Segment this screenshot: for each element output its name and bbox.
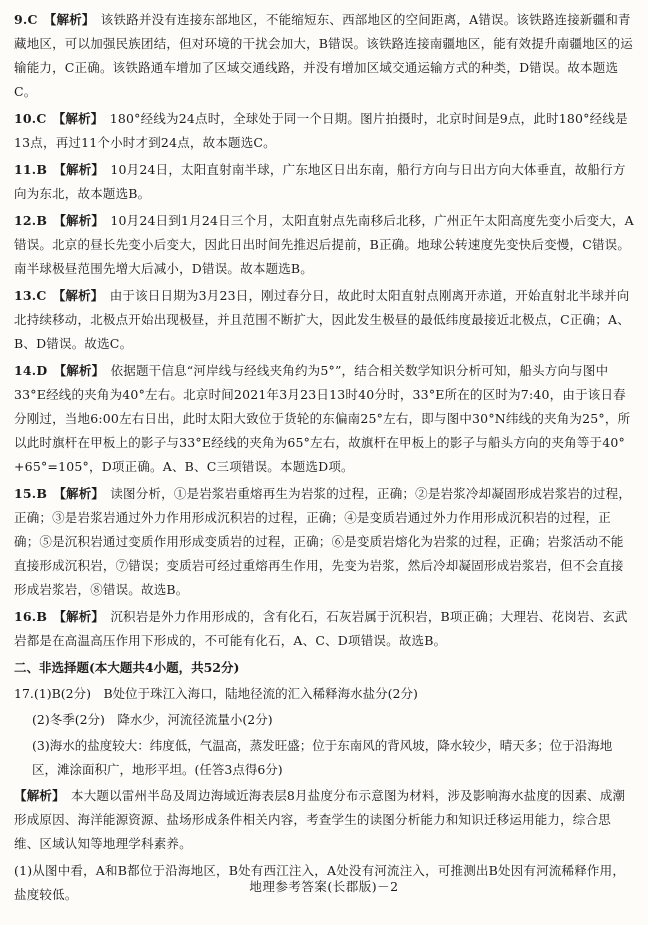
q17-analysis: [14, 784, 634, 856]
answer-item-9: [14, 8, 634, 104]
answer-item-16: [14, 605, 634, 653]
q17-answer-2: (2)冬季(2分) 降水少，河流径流量小(2分): [32, 712, 273, 727]
analysis-tag: 【解析】: [52, 111, 104, 126]
answer-number: 9.C: [14, 12, 38, 27]
analysis-text: 10月24日，太阳直射南半球，广东地区日出东南，船行方向与日出方向大体垂直，故船行方向为东北，故本题选B。: [14, 162, 626, 201]
answer-number: 15.B: [14, 486, 48, 501]
answer-item-14: [14, 359, 634, 479]
analysis-text: 10月24日到1月24日三个月，太阳直射点先南移后北移，广州正午太阳高度先变小后变大，A错误。北京的昼长先变小后变大，因此日出时间先推迟后提前，B正确。地球公转速度先变快后变慢，C错误。南半球极昼范围先增大后减小，D错误。故本题选B。: [14, 213, 634, 276]
analysis-text: 依据题干信息“河岸线与经线夹角约为5°”，结合相关数学知识分析可知，船头方向与图中33°E经线的夹角为40°左右。北京时间2021年3月23日13时40分时，33°E所在的区时为7:40，由于该日春分刚过，当地6:00左右日出，此时太阳大致位于货轮的东偏南25°左右，即与图中30°N纬线的夹角为25°，所以此时旗杆在甲板上的影子与33°E经线的夹角为65°左右，故旗杆在甲板上的影子与船头方向的夹角等于40°+65°=105°，D项正确。A、B、C三项错误。本题选D项。: [14, 363, 631, 474]
analysis-tag: 【解析】: [52, 288, 104, 303]
analysis-text: 读图分析，①是岩浆岩重熔再生为岩浆的过程，正确；②是岩浆冷却凝固形成岩浆岩的过程，正确；③是岩浆岩通过外力作用形成沉积岩的过程，正确；④是变质岩通过外力作用形成沉积岩的过程，正确；⑤是沉积岩通过变质作用形成变质岩的过程，正确；⑥是变质岩熔化为岩浆的过程，正确；岩浆活动不能直接形成沉积岩，⑦错误；变质岩可经过重熔再生作用，先变为岩浆，然后冷却凝固形成岩浆岩，但不会直接形成岩浆岩，⑧错误。故选B。: [14, 486, 632, 597]
answer-item-15: [14, 482, 634, 602]
q17-analysis-part-1: (1)从图中看，A和B都位于沿海地区，B处有西江注入，A处没有河流注入，可推测出B处因有河流稀释作用，盐度较低。: [14, 863, 626, 902]
analysis-text: 180°经线为24点时，全球处于同一个日期。图片拍摄时，北京时间是9点，此时180°经线是13点，再过11个小时才到24点，故本题选C。: [14, 111, 628, 150]
analysis-tag: 【解析】: [53, 162, 105, 177]
analysis-text: 沉积岩是外力作用形成的，含有化石，石灰岩属于沉积岩，B项正确；大理岩、花岗岩、玄武岩都是在高温高压作用下形成的，不可能有化石，A、C、D项错误。故选B。: [14, 609, 628, 648]
analysis-tag: 【解析】: [53, 486, 105, 501]
analysis-tag: 【解析】: [53, 213, 105, 228]
analysis-tag: 【解析】: [14, 788, 65, 803]
q17-answer-3: (3)海水的盐度较大：纬度低，气温高，蒸发旺盛；位于东南风的背风坡，降水较少，晴天多；位于沿海地区，滩涂面积广，地形平坦。(任答3点得6分): [32, 738, 613, 777]
answer-number: 12.B: [14, 213, 48, 228]
analysis-tag: 【解析】: [53, 363, 105, 378]
answer-number: 16.B: [14, 609, 48, 624]
answer-item-11: [14, 158, 634, 206]
answer-item-12: [14, 209, 634, 281]
answer-number: 11.B: [14, 162, 48, 177]
answer-number: 10.C: [14, 111, 47, 126]
answer-item-13: [14, 284, 634, 356]
analysis-tag: 【解析】: [53, 609, 105, 624]
answer-number: 14.D: [14, 363, 48, 378]
analysis-tag: 【解析】: [43, 12, 95, 27]
page-footer: 地理参考答案(长郡版)－2: [249, 879, 399, 894]
q17-answer-1: 17.(1)B(2分) B处位于珠江入海口，陆地径流的汇入稀释海水盐分(2分): [14, 686, 418, 701]
analysis-text: 由于该日日期为3月23日，刚过春分日，故此时太阳直射点刚离开赤道，开始直射北半球并向北持续移动，北极点开始出现极昼，并且范围不断扩大，因此发生极昼的最低纬度最接近北极点，C正确；A、B、D错误。故选C。: [14, 288, 630, 351]
analysis-text: 该铁路并没有连接东部地区，不能缩短东、西部地区的空间距离，A错误。该铁路连接新疆和青藏地区，可以加强民族团结，但对环境的干扰会加大，B错误。该铁路连接南疆地区，能有效提升南疆地区的运输能力，C正确。该铁路通车增加了区域交通线路，并没有增加区域交通运输方式的种类，D错误。故本题选C。: [14, 12, 633, 99]
analysis-text: 本大题以雷州半岛及周边海域近海表层8月盐度分布示意图为材料，涉及影响海水盐度的因素、成潮形成原因、海洋能源资源、盐场形成条件相关内容，考查学生的读图分析能力和知识迁移运用能力，综合思维、区域认知等地理学科素养。: [14, 788, 626, 851]
section-title: 二、非选择题(本大题共4小题，共52分): [14, 660, 240, 675]
answer-number: 13.C: [14, 288, 47, 303]
answer-item-10: [14, 107, 634, 155]
